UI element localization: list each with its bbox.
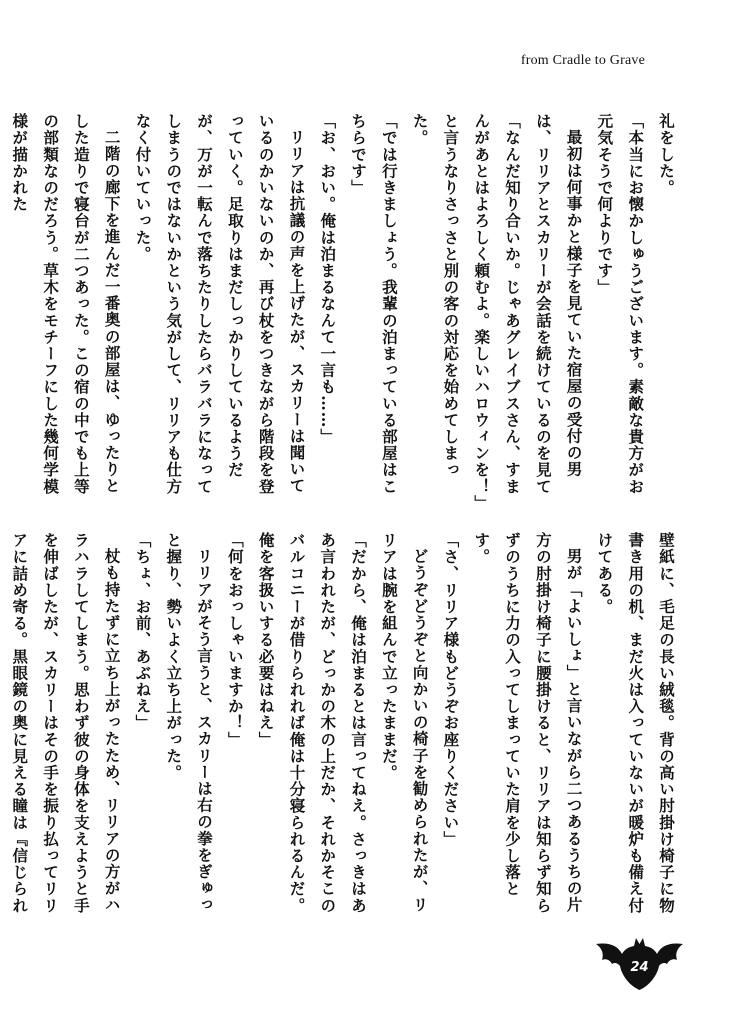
paragraph: 礼をした。 bbox=[657, 113, 676, 196]
page-number: 24 bbox=[630, 960, 649, 975]
paragraph: 「さ、リリア様もどうぞお座りください」 bbox=[441, 532, 461, 848]
paragraph: 「では行きましょう。我輩の泊まっている部屋はこちらです」 bbox=[349, 113, 399, 495]
running-header: from Cradle to Grave bbox=[520, 53, 645, 68]
text-block-bottom bbox=[10, 532, 681, 926]
paragraph: リリアがそう言うと、スカリーは右の拳をぎゅっと握り、勢いよく立ち上がった。 bbox=[164, 532, 215, 913]
paragraph: 「だから、俺は泊まるとは言ってねえ。さっきはああ言われたが、どっかの木の上だか、それかそこのバルコニーが借りられれば俺は十分寝られるんだ。俺を客扱いする必要はねえ」 bbox=[256, 532, 369, 914]
paragraph: リリアは抗議の声を上げたが、スカリーは聞いているのかいないのか、再び杖をつきながら階段を登っていく。足取りはまだしっかりしているようだが、万が一転んで落ちたりしたらバラバラになってしまうのではないかという気がして、リリアも仕方なく付いていった。 bbox=[133, 113, 307, 495]
paragraph: 「お、おい。俺は泊まるなんて一言も……」 bbox=[318, 113, 338, 445]
paragraph: 「本当にお懐かしゅうございます。素敵な貴方がお元気そうで何よりです」 bbox=[595, 113, 646, 495]
paragraph: 最初は何事かと様子を見ていた宿屋の受付の男は、リリアとスカリーが会話を続けているのを見て「なんだ知り合いか。じゃあグレイブスさん、すまんがあとはよろしく頼むよ。楽しいハロウィンを！」と言うなりさっさと別の客の対応を始めてしまった。 bbox=[410, 113, 584, 504]
page-folio bbox=[592, 936, 687, 992]
paragraph: 壁紙に、毛足の長い絨毯。背の高い肘掛け椅子に物書き用の机、まだ火は入っていないが暖炉も備え付けてある。 bbox=[595, 532, 676, 914]
paragraph: 男が「よいしょ」と言いながら二つあるうちの片方の肘掛け椅子に腰掛けると、リリアは知らず知らずのうちに力の入ってしまっていた肩を少し落とす。 bbox=[472, 532, 584, 914]
paragraph: 「ちょ、お前、あぶねえ」 bbox=[133, 532, 153, 732]
text-block-top bbox=[10, 113, 681, 507]
paragraph: 二階の廊下を進んだ一番奥の部屋は、ゆったりとした造りで寝台が二つあった。この宿の中でも上等の部類なのだろう。草木をモチーフにした幾何学模様が描かれた bbox=[10, 113, 122, 495]
paragraph: 「何をおっしゃいますか！」 bbox=[225, 532, 245, 748]
paragraph: どうぞどうぞと向かいの椅子を勧められたが、リリアは腕を組んで立ったままだ。 bbox=[379, 532, 430, 913]
paragraph: 杖も持たずに立ち上がったため、リリアの方がハラハラしてしまう。思わず彼の身体を支えようと手を伸ばしたが、スカリーはその手を振り払ってリリアに詰め寄る。黒眼鏡の奥に見える瞳は『信じられ bbox=[10, 532, 122, 914]
